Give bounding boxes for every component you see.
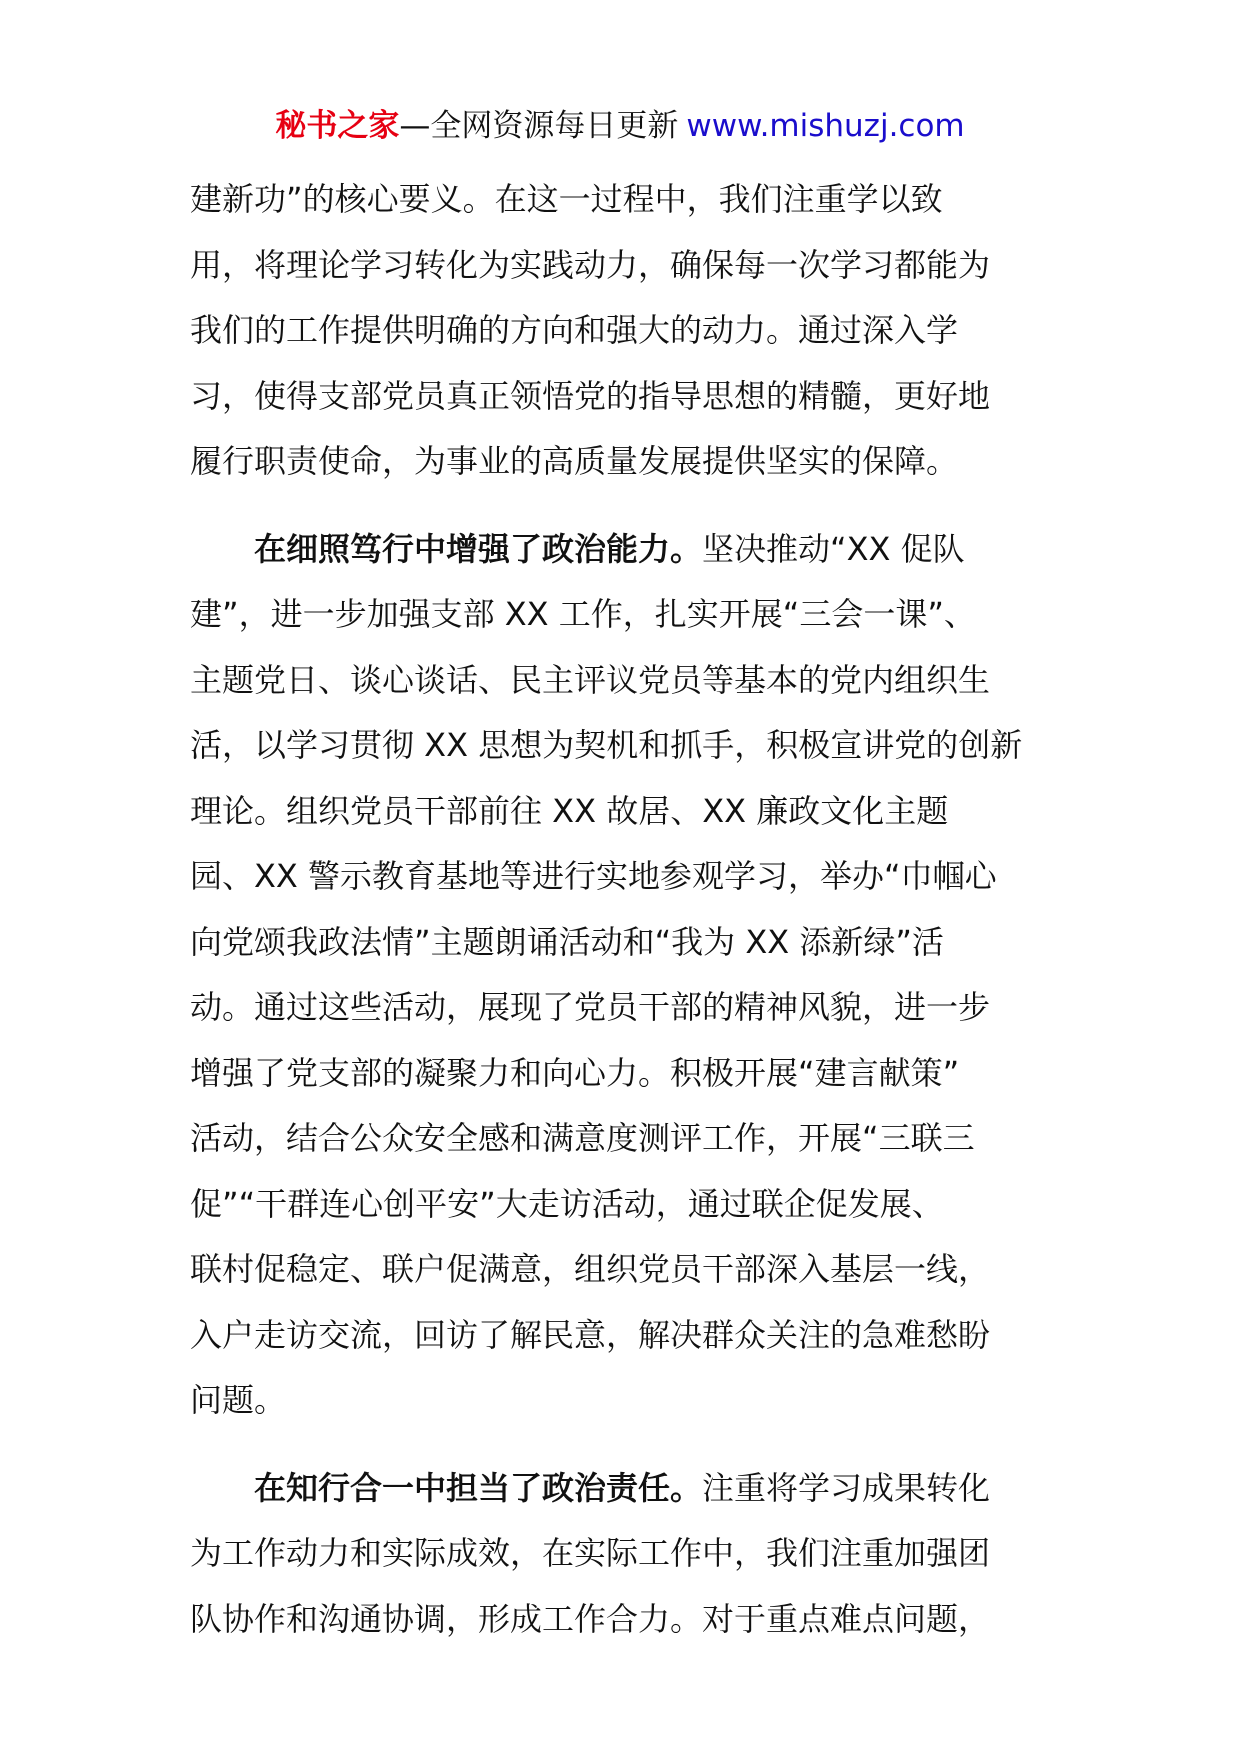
paragraph-first-line: [190, 1456, 1070, 1522]
paragraph-2: [190, 517, 1070, 1434]
site-header: [0, 104, 1240, 148]
text-line: 联村促稳定、联户促满意，组织党员干部深入基层一线，: [190, 1250, 991, 1288]
text-line: 用，将理论学习转化为实践动力，确保每一次学习都能为: [190, 245, 991, 284]
text-line: 园、XX 警示教育基地等进行实地参观学习，举办“巾帼心: [190, 857, 997, 895]
site-url-link[interactable]: www.mishuzj.com: [686, 108, 965, 144]
text-line: 理论。组织党员干部前往 XX 故居、XX 廉政文化主题: [190, 791, 949, 830]
heading-continuation: 注重将学习成果转化: [702, 1468, 991, 1507]
text-line: 活动，结合公众安全感和满意度测评工作，开展“三联三: [190, 1119, 975, 1157]
header-tagline: —全网资源每日更新: [399, 108, 679, 144]
paragraph-spacer: [190, 1434, 1070, 1456]
paragraph-first-line: [190, 517, 1070, 583]
heading-continuation: 坚决推动“XX 促队: [702, 529, 965, 568]
paragraph-heading: 在细照笃行中增强了政治能力。: [254, 529, 703, 568]
text-line: 履行职责使命，为事业的高质量发展提供坚实的保障。: [190, 442, 959, 480]
text-line: 习，使得支部党员真正领悟党的指导思想的精髓，更好地: [190, 376, 991, 415]
text-line: 我们的工作提供明确的方向和强大的动力。通过深入学: [190, 311, 959, 349]
paragraph-heading: 在知行合一中担当了政治责任。: [254, 1468, 703, 1507]
text-line: 入户走访交流，回访了解民意，解决群众关注的急难愁盼: [190, 1315, 991, 1354]
text-line: 增强了党支部的凝聚力和向心力。积极开展“建言献策”: [190, 1053, 960, 1092]
text-line: 建新功”的核心要义。在这一过程中，我们注重学以致: [190, 180, 943, 218]
text-line: 促”“干群连心创平安”大走访活动，通过联企促发展、: [190, 1184, 944, 1223]
paragraph-1: [190, 167, 1070, 495]
paragraph-3: [190, 1456, 1070, 1653]
text-line: 为工作动力和实际成效，在实际工作中，我们注重加强团: [190, 1534, 991, 1572]
text-line: 队协作和沟通协调，形成工作合力。对于重点难点问题，: [190, 1599, 991, 1638]
text-line: 向党颂我政法情”主题朗诵活动和“我为 XX 添新绿”活: [190, 922, 944, 961]
paragraph-spacer: [190, 495, 1070, 517]
text-line: 动。通过这些活动，展现了党员干部的精神风貌，进一步: [190, 988, 991, 1026]
text-line: 问题。: [190, 1381, 287, 1419]
text-line: 主题党日、谈心谈话、民主评议党员等基本的党内组织生: [190, 660, 991, 699]
brand-name: 秘书之家: [275, 108, 400, 144]
text-line: 建”，进一步加强支部 XX 工作，扎实开展“三会一课”、: [190, 595, 976, 633]
text-line: 活，以学习贯彻 XX 思想为契机和抓手，积极宣讲党的创新: [190, 726, 1023, 764]
document-body: [190, 167, 1070, 1652]
